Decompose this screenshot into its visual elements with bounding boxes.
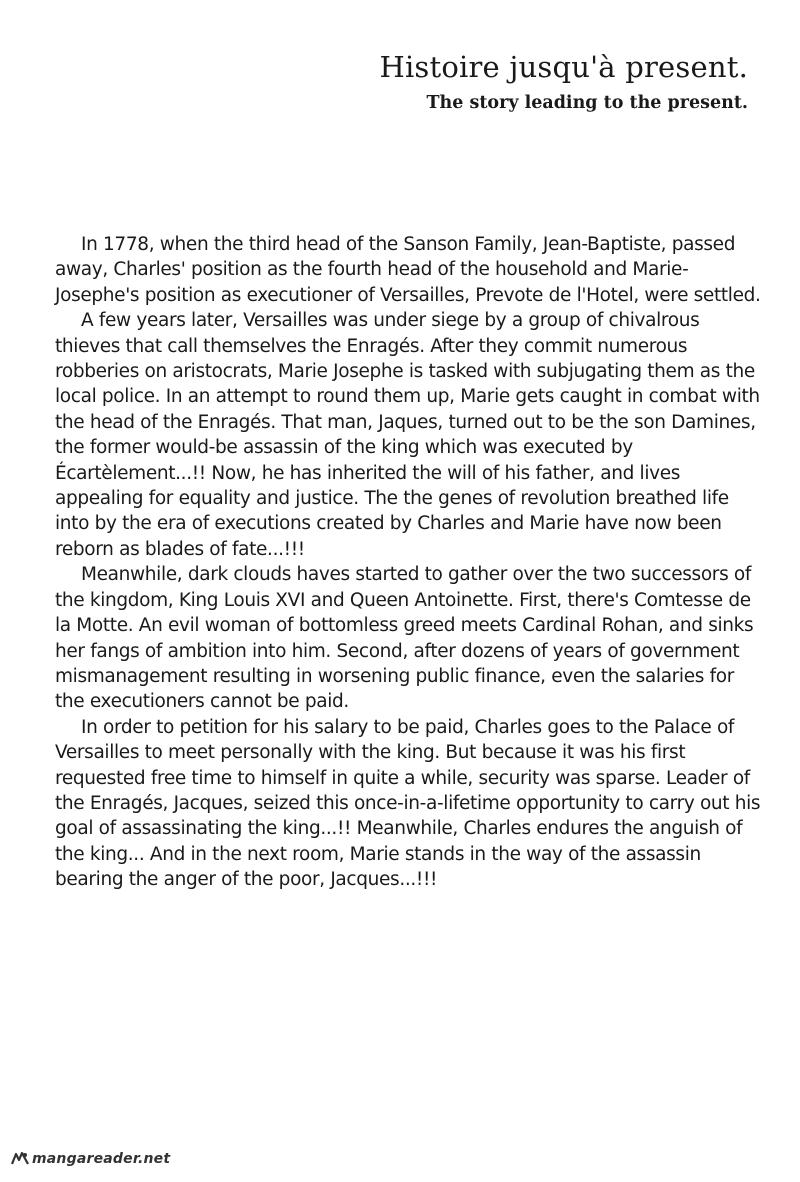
story-summary: [55, 232, 765, 893]
page-title: Histoire jusqu'à present.: [379, 50, 748, 84]
watermark-text: mangareader.net: [32, 1151, 171, 1167]
watermark: [10, 1150, 170, 1168]
paragraph-1: In 1778, when the third head of the Sanson Family, Jean-Baptiste, passed away, Charles' position as the fourth head of the household and Marie-Josephe's position as executioner of Versailles, Prevote de l'Hotel, were settled.: [55, 234, 761, 306]
page-header: [379, 48, 748, 116]
paragraph-4: In order to petition for his salary to be paid, Charles goes to the Palace of Versailles to meet personally with the king. But because it was his first requested free time to himself in quite a while, security was sparse. Leader of the Enragés, Jacques, seized this once-in-a-lifetime opportunity to carry out his goal of assassinating the king...!! Meanwhile, Charles endures the anguish of the king... And in the next room, Marie stands in the way of the assassin bearing the anger of the poor, Jacques...!!!: [55, 716, 761, 891]
mangareader-logo-icon: [10, 1150, 30, 1168]
page-subtitle: The story leading to the present.: [426, 93, 748, 113]
paragraph-2: A few years later, Versailles was under siege by a group of chivalrous thieves that call themselves the Enragés. After they commit numerous robberies on aristocrats, Marie Josephe is tasked with subjugating them as the local police. In an attempt to round them up, Marie gets caught in combat with the head of the Enragés. That man, Jaques, turned out to be the son Damines, the former would-be assassin of the king which was executed by Écartèlement...!! Now, he has inherited the will of his father, and lives appealing for equality and justice. The the genes of revolution breathed life into by the era of executions created by Charles and Marie have now been reborn as blades of fate...!!!: [55, 310, 760, 560]
paragraph-3: Meanwhile, dark clouds haves started to gather over the two successors of the kingdom, King Louis XVI and Queen Antoinette. First, there's Comtesse de la Motte. An evil woman of bottomless greed meets Cardinal Rohan, and sinks her fangs of ambition into him. Second, after dozens of years of government mismanagement resulting in worsening public finance, even the salaries for the executioners cannot be paid.: [55, 564, 754, 713]
